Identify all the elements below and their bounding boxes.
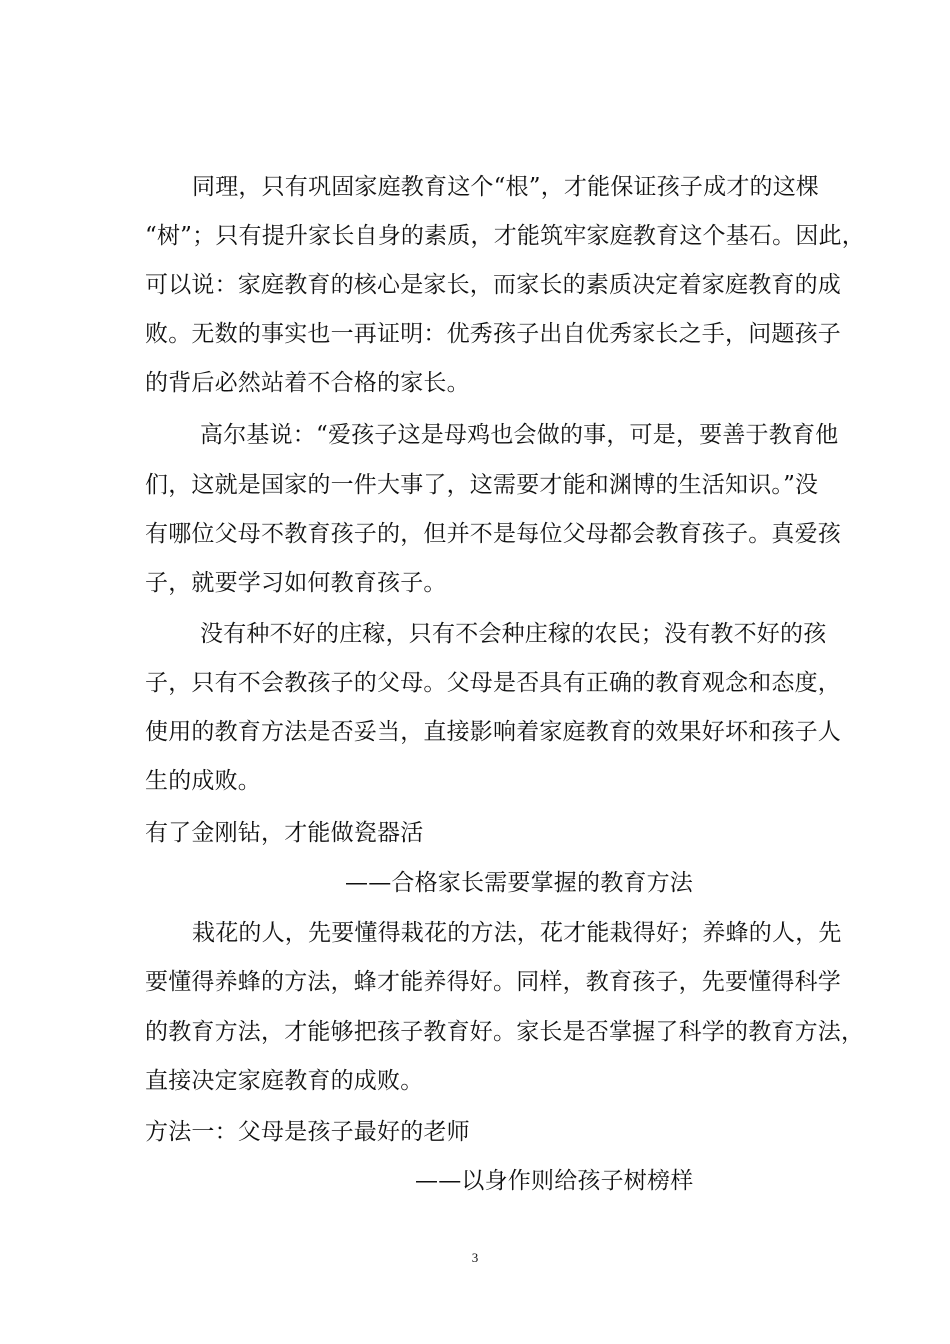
paragraph-1-line-5: 的背后必然站着不合格的家长。 xyxy=(145,370,470,396)
method-title: 方法一：父母是孩子最好的老师 xyxy=(145,1119,470,1145)
paragraph-4-line-3: 的教育方法，才能够把孩子教育好。家长是否掌握了科学的教育方法， xyxy=(145,1019,865,1045)
paragraph-3-line-2: 子，只有不会教孩子的父母。父母是否具有正确的教育观念和态度， xyxy=(145,670,841,696)
paragraph-2-line-1: 高尔基说：“爱孩子这是母鸡也会做的事，可是，要善于教育他 xyxy=(200,422,839,448)
paragraph-3-line-1: 没有种不好的庄稼，只有不会种庄稼的农民；没有教不好的孩 xyxy=(200,621,827,647)
paragraph-2-line-3: 有哪位父母不教育孩子的，但并不是每位父母都会教育孩子。真爱孩 xyxy=(145,521,841,547)
page-number: 3 xyxy=(471,1250,479,1265)
paragraph-3-line-4: 生的成败。 xyxy=(145,768,261,794)
paragraph-3-line-3: 使用的教育方法是否妥当，直接影响着家庭教育的效果好坏和孩子人 xyxy=(145,719,841,745)
paragraph-4-line-4: 直接决定家庭教育的成败。 xyxy=(145,1068,424,1094)
section-subtitle: ——合格家长需要掌握的教育方法 xyxy=(345,870,693,896)
paragraph-1-line-2: “树”；只有提升家长自身的素质，才能筑牢家庭教育这个基石。因此， xyxy=(145,223,865,249)
paragraph-2-line-4: 子，就要学习如何教育孩子。 xyxy=(145,570,447,596)
section-title: 有了金刚钻，才能做瓷器活 xyxy=(145,820,424,846)
paragraph-1-line-1: 同理，只有巩固家庭教育这个“根”，才能保证孩子成才的这棵 xyxy=(192,174,820,200)
paragraph-2-line-2: 们，这就是国家的一件大事了，这需要才能和渊博的生活知识。”没 xyxy=(145,472,819,498)
paragraph-4-line-2: 要懂得养蜂的方法，蜂才能养得好。同样，教育孩子，先要懂得科学 xyxy=(145,969,841,995)
paragraph-1-line-4: 败。无数的事实也一再证明：优秀孩子出自优秀家长之手，问题孩子 xyxy=(145,321,841,347)
paragraph-1-line-3: 可以说：家庭教育的核心是家长，而家长的素质决定着家庭教育的成 xyxy=(145,272,841,298)
paragraph-4-line-1: 栽花的人，先要懂得栽花的方法，花才能栽得好；养蜂的人，先 xyxy=(192,920,842,946)
method-subtitle: ——以身作则给孩子树榜样 xyxy=(415,1168,694,1194)
